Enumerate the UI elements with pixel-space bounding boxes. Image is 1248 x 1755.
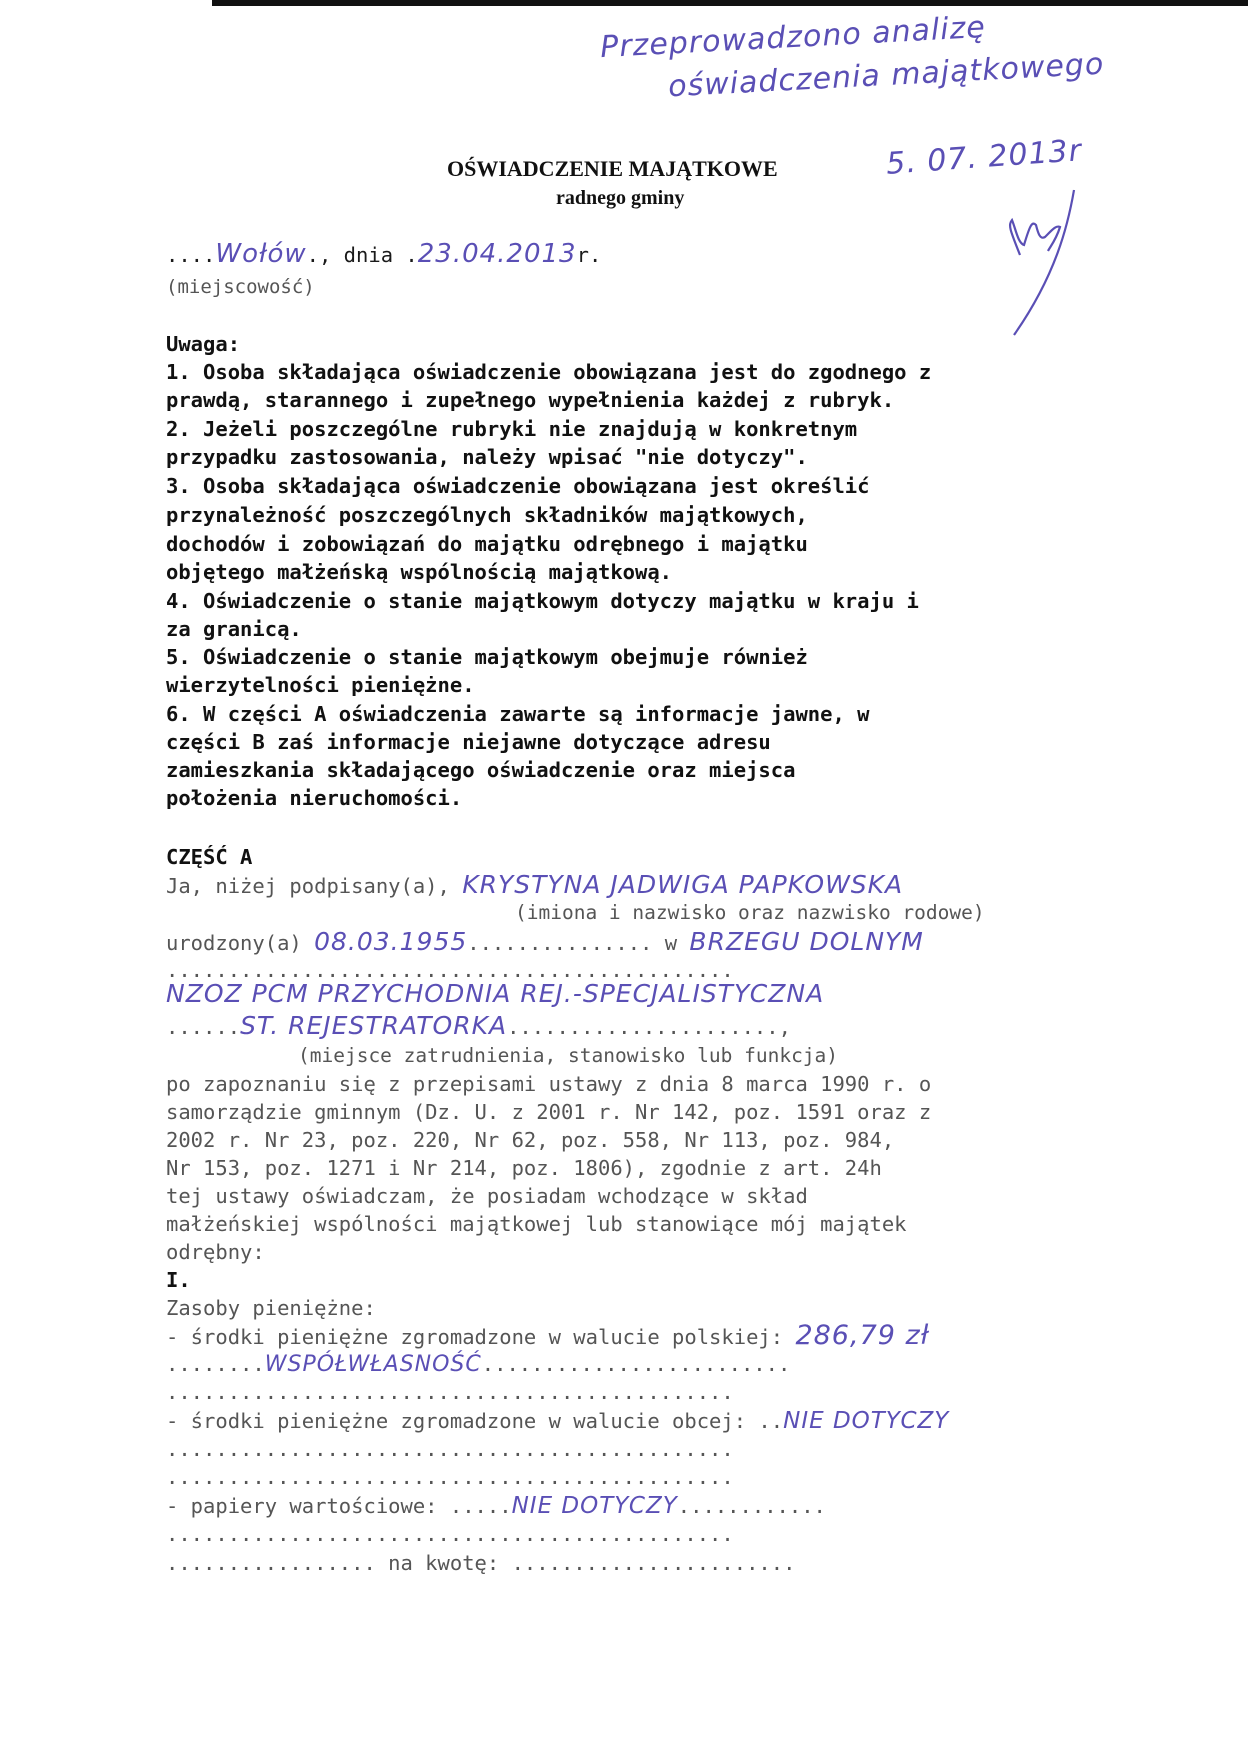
pln-funds-line xyxy=(166,1322,929,1351)
note-6-line-2: części B zaś informacje niejawne dotyczące adresu xyxy=(166,730,771,754)
note-5-line-2: wierzytelności pieniężne. xyxy=(166,673,475,697)
dots-row-1: .............................................. xyxy=(166,958,734,982)
securities-label: - papiery wartościowe: ..... xyxy=(166,1494,512,1518)
birth-line xyxy=(166,928,924,957)
dots-row-5: .............................................. xyxy=(166,1522,734,1546)
place-value: Wołów xyxy=(215,239,307,269)
foreign-funds-line xyxy=(166,1407,949,1435)
pln-ownership-line xyxy=(166,1350,790,1379)
employment-dots-prefix: ...... xyxy=(166,1015,241,1039)
note-4-line-2: za granicą. xyxy=(166,617,302,641)
document-title: OŚWIADCZENIE MAJĄTKOWE xyxy=(447,156,778,181)
statement-line-4: Nr 153, poz. 1271 i Nr 214, poz. 1806), zgodnie z art. 24h xyxy=(166,1156,882,1180)
cash-resources-heading: Zasoby pieniężne: xyxy=(166,1296,376,1320)
dots-row-3: .............................................. xyxy=(166,1437,734,1461)
note-6-line-3: zamieszkania składającego oświadczenie oraz miejsca xyxy=(166,758,796,782)
securities-line xyxy=(166,1492,826,1520)
handwritten-review-note-1: Przeprowadzono analizę xyxy=(599,9,987,66)
note-3-line-3: dochodów i zobowiązań do majątku odrębnego i majątku xyxy=(166,532,808,556)
statement-line-5: tej ustawy oświadczam, że posiadam wchodzące w skład xyxy=(166,1184,808,1208)
statement-line-2: samorządzie gminnym (Dz. U. z 2001 r. Nr 142, poz. 1591 oraz z xyxy=(166,1100,932,1124)
signatory-label: Ja, niżej podpisany(a), xyxy=(166,874,463,898)
signatory-caption: (imiona i nazwisko oraz nazwisko rodowe) xyxy=(515,901,985,924)
place-dots-prefix: .... xyxy=(166,243,216,267)
statement-line-7: odrębny: xyxy=(166,1240,265,1264)
note-4-line-1: 4. Oświadczenie o stanie majątkowym dotyczy majątku w kraju i xyxy=(166,589,919,613)
handwritten-review-date: 5. 07. 2013r xyxy=(885,133,1084,182)
employment-position: ST. REJESTRATORKA xyxy=(240,1011,508,1040)
statement-line-1: po zapoznaniu się z przepisami ustawy z dnia 8 marca 1990 r. o xyxy=(166,1072,932,1096)
foreign-funds-label: - środki pieniężne zgromadzone w walucie obcej: .. xyxy=(166,1409,784,1433)
birth-in-label: w xyxy=(664,931,690,955)
place-dots-suffix: . xyxy=(306,243,319,267)
notes-heading: Uwaga: xyxy=(166,332,241,356)
birth-dots: ............... xyxy=(467,931,665,955)
note-1-line-1: 1. Osoba składająca oświadczenie obowiązana jest do zgodnego z xyxy=(166,360,932,384)
birth-date: 08.03.1955 xyxy=(314,927,468,956)
date-label: , dnia . xyxy=(318,243,418,267)
pln-ownership-dots-suffix: ......................... xyxy=(481,1352,791,1376)
part-a-heading: CZĘŚĆ A xyxy=(166,845,253,869)
date-value: 23.04.2013 xyxy=(417,239,577,269)
birth-label: urodzony(a) xyxy=(166,931,315,955)
securities-value: NIE DOTYCZY xyxy=(511,1493,678,1519)
signatory-line xyxy=(166,871,903,900)
foreign-funds-value: NIE DOTYCZY xyxy=(783,1408,950,1434)
note-6-line-4: położenia nieruchomości. xyxy=(166,786,463,810)
note-3-line-1: 3. Osoba składająca oświadczenie obowiązana jest określić xyxy=(166,474,870,498)
pln-ownership-dots-prefix: ........ xyxy=(166,1352,265,1376)
date-suffix: r. xyxy=(576,243,602,267)
note-3-line-4: objętego małżeńską wspólnością majątkową. xyxy=(166,560,673,584)
statement-line-6: małżeńskiej wspólności majątkowej lub stanowiące mój majątek xyxy=(166,1212,907,1236)
signatory-name: KRYSTYNA JADWIGA PAPKOWSKA xyxy=(462,870,904,899)
note-2-line-1: 2. Jeżeli poszczególne rubryki nie znajdują w konkretnym xyxy=(166,417,858,441)
handwritten-review-note-2: oświadczenia majątkowego xyxy=(667,46,1106,105)
note-6-line-1: 6. W części A oświadczenia zawarte są informacje jawne, w xyxy=(166,702,870,726)
document-subtitle: radnego gminy xyxy=(556,187,685,209)
employment-line-2 xyxy=(166,1012,791,1041)
pln-funds-label: - środki pieniężne zgromadzone w walucie polskiej: xyxy=(166,1325,796,1349)
dots-row-4: .............................................. xyxy=(166,1465,734,1489)
note-5-line-1: 5. Oświadczenie o stanie majątkowym obejmuje również xyxy=(166,645,808,669)
reviewer-signature xyxy=(990,185,1080,340)
amount-line: ................. na kwotę: ....................... xyxy=(166,1551,796,1575)
pln-ownership-value: WSPÓŁWŁASNOŚĆ xyxy=(264,1352,482,1377)
securities-dots: ............ xyxy=(677,1494,826,1518)
pln-funds-amount: 286,79 zł xyxy=(795,1320,930,1351)
note-2-line-2: przypadku zastosowania, należy wpisać "nie dotyczy". xyxy=(166,445,808,469)
employment-line-1: NZOZ PCM PRZYCHODNIA REJ.-SPECJALISTYCZNA xyxy=(166,979,825,1008)
employment-dots-suffix: ......................, xyxy=(507,1015,791,1039)
note-3-line-2: przynależność poszczególnych składników majątkowych, xyxy=(166,503,808,527)
statement-line-3: 2002 r. Nr 23, poz. 220, Nr 62, poz. 558, Nr 113, poz. 984, xyxy=(166,1128,895,1152)
place-date-line xyxy=(166,240,601,269)
note-1-line-2: prawdą, starannego i zupełnego wypełnienia każdej z rubryk. xyxy=(166,388,895,412)
birth-place: BRZEGU DOLNYM xyxy=(689,927,924,956)
employment-caption: (miejsce zatrudnienia, stanowisko lub funkcja) xyxy=(298,1044,839,1067)
section-i-heading: I. xyxy=(166,1268,191,1292)
dots-row-2: .............................................. xyxy=(166,1380,734,1404)
place-caption: (miejscowość) xyxy=(166,276,315,298)
